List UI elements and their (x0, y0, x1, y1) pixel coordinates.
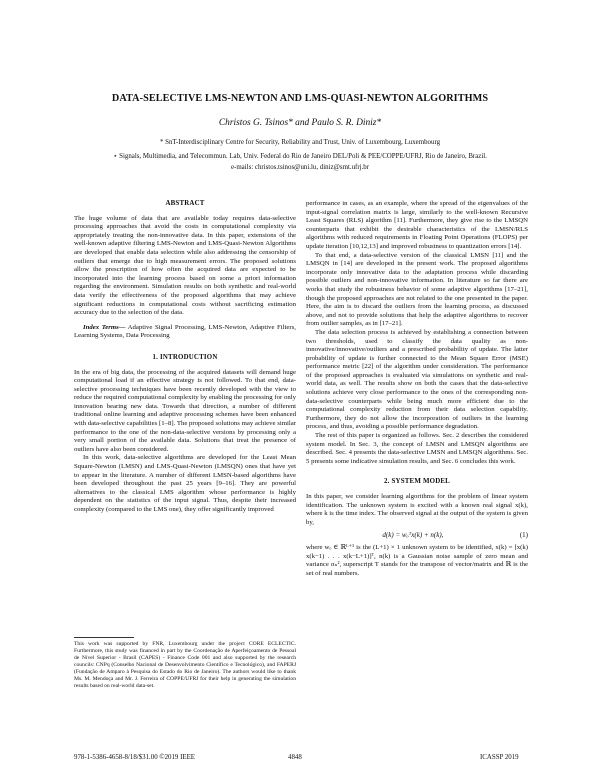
abstract-heading: ABSTRACT (165, 200, 205, 207)
footer-isbn: 978-1-5386-4658-8/18/$31.00 ©2019 IEEE (74, 754, 196, 761)
affiliation-2: ⋆ Signals, Multimedia, and Telecommun. Lab, Univ. Federal do Rio de Janeiro DEL/Poli & PEE/COPPE/UFRJ, Rio de Janeiro, Brazil. (113, 153, 487, 160)
index-terms (74, 324, 296, 341)
index-terms-text: Adaptive Signal Processing, LMS-Newton, Adaptive Filters, Learning Systems, Data Processing (74, 323, 296, 340)
intro-paragraph-1: In the era of big data, the processing of the acquired datasets will demand huge computational load if an effective strategy is not followed. To that end, data-selective processing techniques have been recently developed with the view to reduce the required computational complexity by enabling the processing for only innovation bearing new data. Towards that direction, a number of different traditional online learning and adaptive processing schemes have been enhanced with data-selective capabilities [1–8]. The proposed solutions may achieve similar performance to the one of the non-data-selective versions by processing only a very small portion of the available data. Solutions that treat the presence of outliers have also been considered. (74, 368, 296, 453)
intro-paragraph-2: In this work, data-selective algorithms are developed for the Least Mean Square-Newton (LMSN) and LMS-Quasi-Newton (LMSQN) ones that have yet to appear in the literature. A number of different LMSN-based algorithms have been developed throughout the past 25 years [9–16]. They are powerful alternatives to the classical LMS algorithm whose performance is highly dependent on the statistics of the input signal. Thus, despite their increased complexity (compared to the LMS one), they offer significantly improved (74, 454, 296, 513)
emails: e-mails: christos.tsinos@uni.lu, diniz@smt.ufrj.br (230, 164, 370, 171)
intro-heading: 1. INTRODUCTION (152, 353, 218, 361)
equation-1 (306, 531, 528, 540)
right-paragraph-4: The rest of this paper is organized as follows. Sec. 2 describes the considered system model. In Sec. 3, the concept of LMSN and LMSQN algorithms are described. Sec. 4 presents the data-selective LMSN and LMSQN algorithms. Sec. 5 presents some indicative simulation results, and Sec. 6 concludes this work. (306, 432, 528, 465)
right-paragraph-1: performance in cases, as an example, where the spread of the eigenvalues of the input-signal correlation matrix is large, similarly to the well-known Recursive Least Squares (RLS) algorithm [11]. Furthermore, they give rise to the LMSQN counterparts that exhibit the desirable characteristics of the LMSN/RLS algorithms with reduced requirements in Floating Point Operations (FLOPS) per update iteration [10,12,13] and improved robustness to quantization errors [14]. (306, 200, 528, 250)
affiliation-1: * SnT-Interdisciplinary Centre for Security, Reliability and Trust, Univ. of Luxembourg, Luxembourg (159, 139, 441, 146)
footer-venue: ICASSP 2019 (480, 754, 519, 761)
system-model-paragraph-1: In this paper, we consider learning algorithms for the problem of linear system identification. The unknown system is excited with a known real signal x(k), where k is the time index. The observed signal at the output of the system is given by, (306, 493, 528, 526)
index-terms-label: Index Terms— (83, 323, 126, 331)
right-paragraph-2: To that end, a data-selective version of the classical LMSN [11] and the LMSQN in [14] are developed in the present work. The proposed algorithms incorporate only innovative data to the adaptation process while discarding possible outliers and non-innovative information. In literature so far there are works that study the robustness behavior of some adaptive algorithms [17–21], though the proposed approaches are not related to the one presented in the paper. Here, the aim is to discard the outliers from the learning process, as discussed above, and not to provide solutions that help the adaptive algorithms to recover from outlier samples, as in [17–21]. (306, 251, 528, 328)
footnote: This work was supported by FNR, Luxembourg under the project CORE ECLECTIC. Furthermore, this study was financed in part by the Coordenação de Aperfeiçoamento de Pessoal de Nível Superior - Brasil (CAPES) - Finance Code 001 and also supported by the research councils: CNPq (Conselho Nacional de Desenvolvimento Científico e Tecnológico), and FAPERJ (Fundação de Amparo à Pesquisa do Estado do Rio de Janeiro). The authors would like to thank Ms. M. Mendoça and Mr. J. Ferreira of COPPE/UFRJ for their help in generating the simulation results based on real-world data-set. (74, 641, 296, 689)
system-model-heading: 2. SYSTEM MODEL (384, 478, 450, 486)
right-paragraph-3: The data selection process is achieved by establishing a connection between two thresholds, used to classify the data quality as non-innovative/innovative/outliers and a prescribed probability of update. The latter probability of update is further connected to the Mean Square Error (MSE) performance metric [22] of the algorithm under consideration. The performance of the proposed approaches is evaluated via simulations on synthetic and real-world data, as well. The results show on both the cases that the data-selective solutions achieve very close performance to the ones of the corresponding non-data-selective counterparts while being much more efficient due to the computational complexity reduction from their data selection capability. Furthermore, they do not allow the incorporation of outliers in the learning process, and thus, avoiding a possible performance degradation. (306, 328, 528, 431)
footnote-rule (74, 637, 134, 638)
equation-body: d(k) = wₒᵀx(k) + n(k), (382, 531, 444, 540)
paper-title: DATA-SELECTIVE LMS-NEWTON AND LMS-QUASI-NEWTON ALGORITHMS (111, 93, 489, 104)
authors: Christos G. Tsinos* and Paulo S. R. Diniz* (218, 118, 382, 128)
footer-page-number: 4848 (288, 754, 302, 761)
abstract-text: The huge volume of data that are available today requires data-selective processing approaches that avoid the costs in computational complexity via appropriately treating the non-innovative data. In this paper, extensions of the well-known adaptive filtering LMS-Newton and LMS-Quasi-Newton Algorithms are developed that enable data selection while also addressing the censorship of outliers that emerge due to high measurement errors. The proposed solutions allow the prescription of how often the acquired data are expected to be incorporated into the learning process based on some a priori information regarding the environment. Simulation results on both synthetic and real-world data verify the effectiveness of the proposed algorithms that may achieve significant reductions in computational costs without sacrificing estimation accuracy due to the selection of the data. (74, 214, 296, 317)
equation-number: (1) (519, 531, 528, 540)
left-column (74, 200, 296, 515)
right-column (306, 200, 528, 578)
system-model-paragraph-2: where wₒ ∈ ℝᴸ⁺¹ is the (L+1) × 1 unknown system to be identified, x(k) = [x(k) x(k−1) . . . x(k−L+1)]ᵀ, n(k) is a Gaussian noise sample of zero mean and variance σₙ², superscript T stands for the transpose of vector/matrix and ℝ is the set of real numbers. (306, 543, 528, 577)
